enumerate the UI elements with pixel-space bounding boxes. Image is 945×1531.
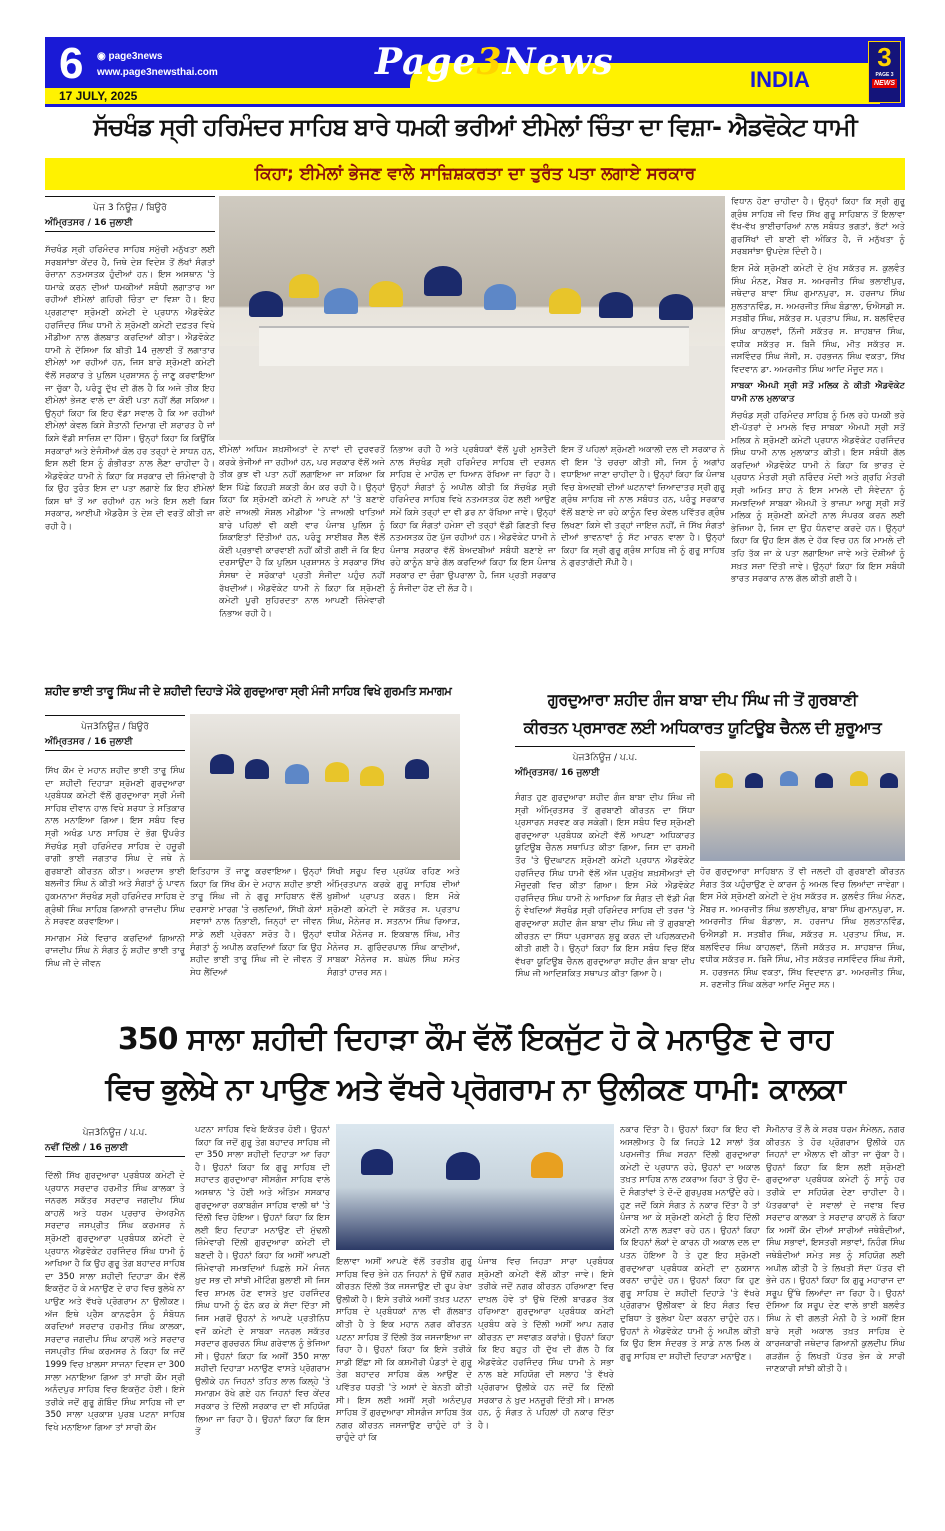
headline-line: 350 ਸਾਲਾ ਸ਼ਹੀਦੀ ਦਿਹਾੜਾ ਕੌਮ ਵੱਲੋਂ ਇਕਜੁੱਟ ਹੋ ਕੇ ਮਨਾਉਣ ਦੇ ਰਾਹ	[117, 1022, 833, 1057]
article-text: ਨਿਭਾਅ ਰਹੀ ਹੈ ਅਤੇ ਪ੍ਰਬੰਧਕਾਂ ਵੱਲੋਂ ਪੂਰੀ ਮੁਸਤੈਦੀ ਨਾਲ ਸੱਚਖੰਡ ਸ੍ਰੀ ਹਰਿਮੰਦਰ ਸਾਹਿਬ ਦੀ ਦਰਸ਼ਨ ਸਾਹਿਬ ਦੇ ਮਾਹੌਲ ਦਾ ਧਿਆਨ ਰੱਖਿਆ ਜਾ ਰਿਹਾ ਹੈ। ਉਨ੍ਹਾਂ ਸੰਗਤਾਂ ਨੂੰ ਅਪੀਲ ਕੀਤੀ ਕਿ ਸੱਚਖੰਡ ਸ੍ਰੀ ਹਰਿਮੰਦਰ ਸਾਹਿਬ ਵਿਖੇ ਨਤਮਸਤਕ ਹੋਣ ਲਈ ਆਉਣ ਸਮੇਂ ਕਿਸੇ ਤਰ੍ਹਾਂ ਦਾ ਵੀ ਡਰ ਨਾ ਰੱਖਿਆ ਜਾਵੇ। ਉਨ੍ਹਾਂ ਕਿਹਾ ਕਿ ਸੰਗਤਾਂ ਹਮੇਸ਼ਾ ਦੀ ਤਰ੍ਹਾਂ ਵੱਡੀ ਗਿਣਤੀ ਵਿਚ ਨਤਮਸਤਕ ਹੋਣ ਪੁੱਜ ਰਹੀਆਂ ਹਨ। ਐਡਵੋਕੇਟ ਧਾਮੀ ਨੇ ਪੰਜਾਬ ਸਰਕਾਰ ਵੱਲੋਂ ਬੇਅਦਬੀਆਂ ਸਬੰਧੀ ਬਣਾਏ ਜਾ ਰਹੇ ਕਾਨੂੰਨ ਬਾਰੇ ਗੱਲ ਕਰਦਿਆਂ ਕਿਹਾ ਕਿ ਇਸ ਪੰਜਾਬ ਸਰਕਾਰ ਦਾ ਚੰਗਾ ਉਪਰਾਲਾ ਹੈ, ਜਿਸ ਪ੍ਰਤੀ ਸਰਕਾਰ ਨੂੰ ਸੰਜੀਦਾ ਹੋਣ ਦੀ ਲੋੜ ਹੈ।	[390, 445, 556, 594]
brand-text-page: Page	[375, 41, 477, 83]
dateline: ਨਵੀਂ ਦਿੱਲੀ / 16 ਜੁਲਾਈ	[45, 1141, 185, 1157]
article-text: ਨਕਾਰ ਦਿੱਤਾ ਹੈ। ਉਹਨਾਂ ਕਿਹਾ ਕਿ ਇਹ ਵੀ ਅਸਲੀਅਤ ਹੈ ਕਿ ਜਿਹੜੇ 12 ਸਾਲਾਂ ਤੱਕ ਪਰਮਜੀਤ ਸਿੰਘ ਸਰਨਾ ਦਿੱਲੀ ਗੁਰਦੁਆਰਾ ਕਮੇਟੀ ਦੇ ਪ੍ਰਧਾਨ ਰਹੇ, ਉਹਨਾਂ ਦਾ ਅਕਾਲ ਤਖ਼ਤ ਸਾਹਿਬ ਨਾਲ ਟਕਰਾਅ ਰਿਹਾ ਤੇ ਉਹ ਦੋ-ਦੋ ਸੰਗਤਾਂਵਾਂ ਤੇ ਦੋ-ਦੋ ਗੁਰਪੁਰਬ ਮਨਾਉਂਦੇ ਰਹੇ। ਹੁਣ ਜਦੋਂ ਕਿਸੇ ਸੰਗਤ ਨੇ ਨਕਾਰ ਦਿੱਤਾ ਹੈ ਤਾਂ ਪੰਜਾਬ ਆ ਕੇ ਸ਼੍ਰੋਮਣੀ ਕਮੇਟੀ ਨੂੰ ਇਹ ਦਿੱਲੀ ਕਮੇਟੀ ਨਾਲ ਲੜਵਾ ਰਹੇ ਹਨ। ਉਹਨਾਂ ਕਿਹਾ ਕਿ ਇਹਨਾਂ ਲੋਕਾਂ ਦੇ ਕਾਰਨ ਹੀ ਅਕਾਲ ਦਲ ਦਾ ਪਤਨ ਹੋਇਆ ਹੈ ਤੇ ਹੁਣ ਇਹ ਸ਼੍ਰੋਮਣੀ ਗੁਰਦੁਆਰਾ ਪ੍ਰਬੰਧਕ ਕਮੇਟੀ ਦਾ ਨੁਕਸਾਨ ਕਰਨਾ ਚਾਹੁੰਦੇ ਹਨ। ਉਹਨਾਂ ਕਿਹਾ ਕਿ ਹੁਣ ਗੁਰੂ ਸਾਹਿਬ ਦੇ ਸ਼ਹੀਦੀ ਦਿਹਾੜੇ 'ਤੇ ਵੱਖਰੇ ਪ੍ਰੋਗਰਾਮ ਉਲੀਕਵਾ ਕੇ ਇਹ ਸੰਗਤ ਵਿਚ ਦੁਬਿਧਾ ਤੇ ਭੁਲੇਖਾ ਪੈਦਾ ਕਰਨਾ ਚਾਹੁੰਦੇ ਹਨ। ਉਹਨਾਂ ਨੇ ਐਡਵੋਕੇਟ ਧਾਮੀ ਨੂੰ ਅਪੀਲ ਕੀਤੀ ਕਿ ਉਹ ਇਸ ਸੰਦਰਭ ਤੇ ਸਾਡੇ ਨਾਲ ਮਿਲ ਕੇ ਗੁਰੂ ਸਾਹਿਬ ਦਾ ਸ਼ਹੀਦੀ ਦਿਹਾੜਾ ਮਨਾਉਣ।	[620, 1125, 760, 1362]
article-text: ਇਤਿਹਾਸ ਤੋਂ ਜਾਣੂ ਕਰਵਾਇਆ। ਉਨ੍ਹਾਂ ਕਿਹਾ ਕਿ ਸਿੱਖ ਕੌਮ ਦੇ ਮਹਾਨ ਸ਼ਹੀਦ ਭਾਈ ਤਾਰੂ ਸਿੰਘ ਜੀ ਨੇ ਗੁਰੂ ਸਾਹਿਬਾਨ ਵੱਲੋਂ ਦਰਸਾਏ ਮਾਰਗ 'ਤੇ ਚਲਦਿਆਂ, ਸਿੱਖੀ ਕੇਸਾਂ ਸਵਾਸਾਂ ਨਾਲ ਨਿਭਾਈ, ਜਿਨ੍ਹਾਂ ਦਾ ਜੀਵਨ ਸਾਡੇ ਲਈ ਪ੍ਰੇਰਨਾ ਸਰੋਤ ਹੈ। ਉਨ੍ਹਾਂ ਸੰਗਤਾਂ ਨੂੰ ਅਪੀਲ ਕਰਦਿਆਂ ਕਿਹਾ ਕਿ ਉਹ ਸ਼ਹੀਦ ਭਾਈ ਤਾਰੂ ਸਿੰਘ ਜੀ ਦੇ ਜੀਵਨ ਤੋਂ ਸੇਧ ਲੈਂਦਿਆਂ	[190, 867, 322, 978]
lead-headline: ਸੱਚਖੰਡ ਸ੍ਰੀ ਹਰਿਮੰਦਰ ਸਾਹਿਬ ਬਾਰੇ ਧਮਕੀ ਭਰੀਆਂ ਈਮੇਲਾਂ ਚਿੰਤਾ ਦਾ ਵਿਸ਼ਾ- ਐਡਵੋਕੇਟ ਧਾਮੀ	[93, 113, 857, 141]
story4-press-conference-photo	[336, 1124, 614, 1250]
social-links	[97, 49, 218, 81]
edition-label: INDIA	[750, 67, 810, 92]
article-text: ਵਿਧਾਨ ਹੋਣਾ ਚਾਹੀਦਾ ਹੈ। ਉਨ੍ਹਾਂ ਕਿਹਾ ਕਿ ਸ੍ਰੀ ਗੁਰੂ ਗ੍ਰੰਥ ਸਾਹਿਬ ਜੀ ਵਿਚ ਸਿੱਖ ਗੁਰੂ ਸਾਹਿਬਾਨ ਤੋਂ ਇਲਾਵਾ ਵੱਖ-ਵੱਖ ਭਾਈਚਾਰਿਆਂ ਨਾਲ ਸਬੰਧਤ ਭਗਤਾਂ, ਭੱਟਾਂ ਅਤੇ ਗੁਰਸਿੱਖਾਂ ਦੀ ਬਾਣੀ ਵੀ ਅੰਕਿਤ ਹੈ, ਜੋ ਮਨੁੱਖਤਾ ਨੂੰ ਸਰਬਸਾਂਝਾ ਉਪਦੇਸ਼ ਦਿੰਦੀ ਹੈ।	[731, 197, 905, 258]
story2-col-3	[327, 866, 460, 1000]
story3-youtube-launch-photo	[700, 751, 905, 861]
story4-headline	[45, 1015, 905, 1115]
story4-col-6	[766, 1124, 905, 1522]
logo-news-tag: NEWS	[874, 80, 895, 87]
globe-icon: ◉	[97, 51, 109, 62]
social-handle[interactable]: page3news	[108, 51, 163, 62]
story4-col-1	[45, 1170, 185, 1522]
masthead-logo	[375, 41, 614, 83]
story2-col-2	[190, 866, 322, 1000]
page-number: 6	[59, 39, 84, 88]
story2-byline	[45, 715, 185, 751]
lead-article-col-2	[219, 444, 385, 680]
story2-headline: ਸ਼ਹੀਦ ਭਾਈ ਤਾਰੂ ਸਿੰਘ ਜੀ ਦੇ ਸ਼ਹੀਦੀ ਦਿਹਾੜੇ ਮੌਕੇ ਗੁਰਦੁਆਰਾ ਸ੍ਰੀ ਮੰਜੀ ਸਾਹਿਬ ਵਿਖੇ ਗੁਰਮਤਿ ਸਮਾਗਮ	[45, 684, 452, 698]
lead-article-col-3	[390, 444, 556, 680]
story4-col-5	[620, 1124, 760, 1522]
news-source: ਪੇਜ3ਨਿਊਜ਼ / ਪ.ਪ.	[572, 753, 638, 763]
story3-col-2	[700, 866, 905, 1000]
headline-line: ਗੁਰਦੁਆਰਾ ਸ਼ਹੀਦ ਗੰਜ ਬਾਬਾ ਦੀਪ ਸਿੰਘ ਜੀ ਤੋਂ ਗੁਰਬਾਣੀ	[547, 690, 858, 709]
article-text: ਸੰਗਤ ਹੁਣ ਗੁਰਦੁਆਰਾ ਸ਼ਹੀਦ ਗੰਜ ਬਾਬਾ ਦੀਪ ਸਿੰਘ ਜੀ ਸ੍ਰੀ ਅੰਮ੍ਰਿਤਸਰ ਤੋਂ ਗੁਰਬਾਣੀ ਕੀਰਤਨ ਦਾ ਸਿੱਧਾ ਪ੍ਰਸਾਰਨ ਸਰਵਣ ਕਰ ਸਕੇਗੀ। ਇਸ ਸਬੰਧ ਵਿਚ ਸ਼੍ਰੋਮਣੀ ਗੁਰਦੁਆਰਾ ਪ੍ਰਬੰਧਕ ਕਮੇਟੀ ਵੱਲੋਂ ਆਪਣਾ ਅਧਿਕਾਰਤ ਯੂਟਿਊਬ ਚੈਨਲ ਸਥਾਪਿਤ ਕੀਤਾ ਗਿਆ, ਜਿਸ ਦਾ ਰਸਮੀ ਤੌਰ 'ਤੇ ਉਦਘਾਟਨ ਸ਼੍ਰੋਮਣੀ ਕਮੇਟੀ ਪ੍ਰਧਾਨ ਐਡਵੋਕੇਟ ਹਰਜਿੰਦਰ ਸਿੰਘ ਧਾਮੀ ਵੱਲੋਂ ਅੱਜ ਪ੍ਰਮੁੱਖ ਸ਼ਖ਼ਸੀਅਤਾਂ ਦੀ ਮੌਜੂਦਗੀ ਵਿਚ ਕੀਤਾ ਗਿਆ। ਇਸ ਮੌਕੇ ਐਡਵੋਕੇਟ ਹਰਜਿੰਦਰ ਸਿੰਘ ਧਾਮੀ ਨੇ ਆਖਿਆ ਕਿ ਸੰਗਤ ਦੀ ਵੱਡੀ ਮੰਗ ਨੂੰ ਵੇਖਦਿਆਂ ਸੱਚਖੰਡ ਸ੍ਰੀ ਹਰਿਮੰਦਰ ਸਾਹਿਬ ਦੀ ਤਰਜ਼ 'ਤੇ ਗੁਰਦੁਆਰਾ ਸ਼ਹੀਦ ਗੰਜ ਬਾਬਾ ਦੀਪ ਸਿੰਘ ਜੀ ਤੋਂ ਗੁਰਬਾਣੀ ਕੀਰਤਨ ਦਾ ਸਿੱਧਾ ਪ੍ਰਸਾਰਨ ਸ਼ੁਰੂ ਕਰਨ ਦੀ ਪਹਿਲਕਦਮੀ ਕੀਤੀ ਗਈ ਹੈ। ਉਨ੍ਹਾਂ ਕਿਹਾ ਕਿ ਇਸ ਸਬੰਧ ਵਿਚ ਇੱਕ ਵੱਖਰਾ ਯੂਟਿਊਬ ਚੈਨਲ ਗੁਰਦੁਆਰਾ ਸ਼ਹੀਦ ਗੰਜ ਬਾਬਾ ਦੀਪ ਸਿੰਘ ਜੀ ਆਦਿਸ਼ਕਿਤ ਸਥਾਪਤ ਕੀਤਾ ਗਿਆ ਹੈ।	[515, 793, 695, 980]
story4-col-3	[336, 1256, 472, 1522]
lead-press-conference-photo	[219, 196, 725, 440]
dateline: ਅੰਮ੍ਰਿਤਸਰ / 16 ਜੁਲਾਈ	[45, 735, 185, 751]
headline-line: ਵਿਚ ਭੁਲੇਖੇ ਨਾ ਪਾਉਣ ਅਤੇ ਵੱਖਰੇ ਪ੍ਰੋਗਰਾਮ ਨਾ ਉਲੀਕਣ ਧਾਮੀ: ਕਾਲਕਾ	[105, 1072, 845, 1107]
brand-text-3: 3	[476, 41, 503, 83]
issue-date: 17 JULY, 2025	[59, 89, 138, 103]
article-text: ਸਿੱਖੀ ਸਰੂਪ ਵਿਚ ਪ੍ਰਪੱਕ ਰਹਿਣ ਅਤੇ ਅੰਮ੍ਰਿਤਪਾਨ ਕਰਕੇ ਗੁਰੂ ਸਾਹਿਬ ਦੀਆਂ ਖੁਸ਼ੀਆਂ ਪ੍ਰਾਪਤ ਕਰਨ। ਇਸ ਮੌਕੇ ਸ਼੍ਰੋਮਣੀ ਕਮੇਟੀ ਦੇ ਸਕੱਤਰ ਸ. ਪ੍ਰਤਾਪ ਸਿੰਘ, ਮੈਨੇਜਰ ਸ. ਸਤਨਾਮ ਸਿੰਘ ਰਿਆੜ, ਵਧੀਕ ਮੈਨੇਜਰ ਸ. ਇਕਬਾਲ ਸਿੰਘ, ਮੀਤ ਮੈਨੇਜਰ ਸ. ਗੁਰਿੰਦਰਪਾਲ ਸਿੰਘ ਕਾਦੀਆਂ, ਸਾਬਕਾ ਮੈਨੇਜਰ ਸ. ਬਘੇਲ ਸਿੰਘ ਸਮੇਤ ਸੰਗਤਾਂ ਹਾਜ਼ਰ ਸਨ।	[327, 867, 460, 978]
article-text: ਸਮਾਗਮ ਮੌਕੇ ਵਿਚਾਰ ਕਰਦਿਆਂ ਗਿਆਨੀ ਰਾਜਦੀਪ ਸਿੰਘ ਨੇ ਸੰਗਤ ਨੂੰ ਸ਼ਹੀਦ ਭਾਈ ਤਾਰੂ ਸਿੰਘ ਜੀ ਦੇ ਜੀਵਨ	[45, 933, 185, 969]
story2-col-1	[45, 765, 185, 1000]
brand-text-news: News	[502, 41, 614, 83]
article-text: ਦਿੱਲੀ ਸਿੱਖ ਗੁਰਦੁਆਰਾ ਪ੍ਰਬੰਧਕ ਕਮੇਟੀ ਦੇ ਪ੍ਰਧਾਨ ਸਰਦਾਰ ਹਰਮੀਤ ਸਿੰਘ ਕਾਲਕਾ ਤੇ ਜਨਰਲ ਸਕੱਤਰ ਸਰਦਾਰ ਜਗਦੀਪ ਸਿੰਘ ਕਾਹਲੋਂ ਅਤੇ ਧਰਮ ਪ੍ਰਚਾਰ ਚੇਅਰਮੈਨ ਸਰਦਾਰ ਜਸਪ੍ਰੀਤ ਸਿੰਘ ਕਰਮਸਰ ਨੇ ਸ਼੍ਰੋਮਣੀ ਗੁਰਦੁਆਰਾ ਪ੍ਰਬੰਧਕ ਕਮੇਟੀ ਦੇ ਪ੍ਰਧਾਨ ਐਡਵੋਕੇਟ ਹਰਜਿੰਦਰ ਸਿੰਘ ਧਾਮੀ ਨੂੰ ਆਖਿਆ ਹੈ ਕਿ ਉਹ ਗੁਰੂ ਤੇਗ ਬਹਾਦਰ ਸਾਹਿਬ ਦਾ 350 ਸਾਲਾ ਸ਼ਹੀਦੀ ਦਿਹਾੜਾ ਕੌਮ ਵੱਲੋਂ ਇਕਜੁੱਟ ਹੋ ਕੇ ਮਨਾਉਣ ਦੇ ਰਾਹ ਵਿਚ ਭੁਲੇਖੇ ਨਾ ਪਾਉਣ ਅਤੇ ਵੱਖਰੇ ਪ੍ਰੋਗਰਾਮ ਨਾ ਉਲੀਕਣ। ਅੱਜ ਇਥੇ ਪ੍ਰੈਸ ਕਾਨਫਰੰਸ ਨੂੰ ਸੰਬੋਧਨ ਕਰਦਿਆਂ ਸਰਦਾਰ ਹਰਮੀਤ ਸਿੰਘ ਕਾਲਕਾ, ਸਰਦਾਰ ਜਗਦੀਪ ਸਿੰਘ ਕਾਹਲੋਂ ਅਤੇ ਸਰਦਾਰ ਜਸਪ੍ਰੀਤ ਸਿੰਘ ਕਰਮਸਰ ਨੇ ਕਿਹਾ ਕਿ ਜਦੋਂ 1999 ਵਿਚ ਖ਼ਾਲਸਾ ਸਾਜਨਾ ਦਿਵਸ ਦਾ 300 ਸਾਲਾ ਮਨਾਇਆ ਗਿਆ ਤਾਂ ਸਾਰੀ ਕੌਮ ਸ੍ਰੀ ਅਨੰਦਪੁਰ ਸਾਹਿਬ ਵਿਚ ਇਕਜੁੱਟ ਹੋਈ। ਇਸੇ ਤਰੀਕੇ ਜਦੋਂ ਗੁਰੂ ਗੋਬਿੰਦ ਸਿੰਘ ਸਾਹਿਬ ਜੀ ਦਾ 350 ਸਾਲਾ ਪ੍ਰਕਾਸ਼ ਪੁਰਬ ਪਟਨਾ ਸਾਹਿਬ ਵਿਖੇ ਮਨਾਇਆ ਗਿਆ ਤਾਂ ਸਾਰੀ ਕੌਮ	[45, 1171, 185, 1433]
news-source: ਪੇਜ3ਨਿਊਜ਼ / ਪ.ਪ.	[82, 1128, 148, 1138]
story4-col-4	[478, 1256, 614, 1522]
story3-headline	[500, 686, 905, 742]
lead-article-col-4	[561, 444, 725, 680]
article-text: ਈਮੇਲਾਂ ਅਧਿਮ ਸ਼ਖ਼ਸੀਅਤਾਂ ਦੇ ਨਾਵਾਂ ਦੀ ਦੁਰਵਰਤੋਂ ਕਰਕੇ ਭੇਜੀਆਂ ਜਾ ਰਹੀਆਂ ਹਨ, ਪਰ ਸਰਕਾਰ ਵੱਲੋਂ ਅਜੇ ਤੀਕ ਕੁਝ ਵੀ ਪਤਾ ਨਹੀਂ ਲਗਾਇਆ ਜਾ ਸਕਿਆ ਕਿ ਇਸ ਪਿੱਛੇ ਕਿਹੜੀ ਸ਼ਕਤੀ ਕੰਮ ਕਰ ਰਹੀ ਹੈ। ਉਨ੍ਹਾਂ ਕਿਹਾ ਕਿ ਸ਼੍ਰੋਮਣੀ ਕਮੇਟੀ ਨੇ ਆਪਣੇ ਨਾਂ 'ਤੇ ਬਣਾਏ ਗਏ ਜਾਅਲੀ ਸੋਸ਼ਲ ਮੀਡੀਆ 'ਤੇ ਜਾਅਲੀ ਖਾਤਿਆਂ ਬਾਰੇ ਪਹਿਲਾਂ ਵੀ ਕਈ ਵਾਰ ਪੰਜਾਬ ਪੁਲਿਸ ਨੂੰ ਸ਼ਿਕਾਇਤਾਂ ਦਿੱਤੀਆਂ ਹਨ, ਪਰੰਤੂ ਸਾਈਬਰ ਸੈੱਲ ਵੱਲੋਂ ਕੋਈ ਪ੍ਰਭਾਵੀ ਕਾਰਵਾਈ ਨਹੀਂ ਕੀਤੀ ਗਈ ਜੋ ਕਿ ਇਹ ਦਰਸਾਉਂਦਾ ਹੈ ਕਿ ਪੁਲਿਸ ਪ੍ਰਸ਼ਾਸਨ ਤੇ ਸਰਕਾਰ ਸਿੱਖ ਸੰਸਥਾ ਦੇ ਸਰੋਕਾਰਾਂ ਪ੍ਰਤੀ ਸੰਜੀਦਾ ਪਹੁੰਚ ਨਹੀਂ ਰੱਖਦੀਆਂ। ਐਡਵੋਕੇਟ ਧਾਮੀ ਨੇ ਕਿਹਾ ਕਿ ਸ਼੍ਰੋਮਣੀ ਕਮੇਟੀ ਪੂਰੀ ਸੁਹਿਰਦਤਾ ਨਾਲ ਆਪਣੀ ਜ਼ਿੰਮੇਵਾਰੀ ਨਿਭਾਅ ਰਹੀ ਹੈ।	[219, 445, 385, 619]
lead-article-col-1	[45, 244, 215, 680]
dateline: ਅੰਮ੍ਰਿਤਸਰ/ 16 ਜੁਲਾਈ	[515, 768, 600, 778]
news-source: ਪੇਜ3ਨਿਊਜ਼ / ਬਿਊਰੋ	[81, 722, 149, 732]
lead-article-col-5	[731, 196, 905, 680]
page3-logo-badge	[868, 41, 901, 103]
logo-number: 3	[877, 42, 892, 72]
sub-heading: ਸਾਬਕਾ ਐਮਪੀ ਸ੍ਰੀ ਸਤੋਂ ਮਲਿਕ ਨੇ ਕੀਤੀ ਐਡਵੋਕੇਟ ਧਾਮੀ ਨਾਲ ਮੁਲਾਕਾਤ	[731, 381, 905, 404]
lead-subheadline: ਕਿਹਾ; ਈਮੇਲਾਂ ਭੇਜਣ ਵਾਲੇ ਸਾਜ਼ਿਸ਼ਕਰਤਾ ਦਾ ਤੁਰੰਤ ਪਤਾ ਲਗਾਏ ਸਰਕਾਰ	[45, 158, 905, 190]
headline-line: ਕੀਰਤਨ ਪ੍ਰਸਾਰਣ ਲਈ ਅਧਿਕਾਰਤ ਯੂਟਿਊਬ ਚੈਨਲ ਦੀ ਸ਼ੁਰੂਆਤ	[523, 718, 882, 737]
website-link[interactable]: www.page3newsthai.com	[97, 67, 218, 78]
article-text: ਸੱਚਖੰਡ ਸ੍ਰੀ ਹਰਿਮੰਦਰ ਸਾਹਿਬ ਨੂੰ ਮਿਲ ਰਹੇ ਧਮਕੀ ਭਰੇ ਈ-ਪੱਤਰਾਂ ਦੇ ਮਾਮਲੇ ਵਿਚ ਸਾਬਕਾ ਐਮਪੀ ਸ੍ਰੀ ਸਤੋਂ ਮਲਿਕ ਨੇ ਸ਼੍ਰੋਮਣੀ ਕਮੇਟੀ ਪ੍ਰਧਾਨ ਐਡਵੋਕੇਟ ਹਰਜਿੰਦਰ ਸਿੰਘ ਧਾਮੀ ਨਾਲ ਮੁਲਾਕਾਤ ਕੀਤੀ। ਇਸ ਸਬੰਧੀ ਗੱਲ ਕਰਦਿਆਂ ਐਡਵੋਕੇਟ ਧਾਮੀ ਨੇ ਕਿਹਾ ਕਿ ਭਾਰਤ ਦੇ ਪ੍ਰਧਾਨ ਮੰਤਰੀ ਸ੍ਰੀ ਨਰਿੰਦਰ ਮੋਦੀ ਅਤੇ ਗ੍ਰਹਿ ਮੰਤਰੀ ਸ੍ਰੀ ਅਮਿਤ ਸ਼ਾਹ ਨੇ ਇਸ ਮਾਮਲੇ ਦੀ ਸੰਵੇਦਨਾ ਨੂੰ ਸਮਝਦਿਆਂ ਸਾਬਕਾ ਐਮਪੀ ਤੇ ਭਾਜਪਾ ਆਗੂ ਸ੍ਰੀ ਸਤੋਂ ਮਲਿਕ ਨੂੰ ਸ਼੍ਰੋਮਣੀ ਕਮੇਟੀ ਨਾਲ ਸੰਪਰਕ ਕਰਨ ਲਈ ਭੇਜਿਆ ਹੈ, ਜਿਸ ਦਾ ਉਹ ਧੰਨਵਾਦ ਕਰਦੇ ਹਨ। ਉਨ੍ਹਾਂ ਕਿਹਾ ਕਿ ਉਹ ਇਸ ਗੱਲ ਦੇ ਹੱਕ ਵਿਚ ਹਨ ਕਿ ਮਾਮਲੇ ਦੀ ਤਹਿ ਤੱਕ ਜਾ ਕੇ ਪਤਾ ਲਗਾਇਆ ਜਾਵੇ ਅਤੇ ਦੋਸ਼ੀਆਂ ਨੂੰ ਸਖ਼ਤ ਸਜ਼ਾ ਦਿੱਤੀ ਜਾਵੇ। ਉਨ੍ਹਾਂ ਕਿਹਾ ਕਿ ਇਸ ਸਬੰਧੀ ਭਾਰਤ ਸਰਕਾਰ ਨਾਲ ਗੱਲ ਕੀਤੀ ਗਈ ਹੈ।	[731, 410, 905, 585]
story3-byline	[515, 746, 695, 781]
article-text: ਇਸ ਮੌਕੇ ਸ਼੍ਰੋਮਣੀ ਕਮੇਟੀ ਦੇ ਮੁੱਖ ਸਕੱਤਰ ਸ. ਕੁਲਵੰਤ ਸਿੰਘ ਮੰਨਣ, ਮੈਂਬਰ ਸ. ਅਮਰਜੀਤ ਸਿੰਘ ਭਲਾਈਪੁਰ, ਜਥੇਦਾਰ ਬਾਵਾ ਸਿੰਘ ਗੁਮਾਨਪੁਰਾ, ਸ. ਹਰਜਾਪ ਸਿੰਘ ਸੁਲਤਾਨਵਿੰਡ, ਸ. ਅਮਰਜੀਤ ਸਿੰਘ ਬੰਡਾਲਾ, ਓਐਸਡੀ ਸ. ਸਤਬੀਰ ਸਿੰਘ, ਸਕੱਤਰ ਸ. ਪ੍ਰਤਾਪ ਸਿੰਘ, ਸ. ਬਲਵਿੰਦਰ ਸਿੰਘ ਕਾਹਲਵਾਂ, ਨਿੱਜੀ ਸਕੱਤਰ ਸ. ਸ਼ਾਹਬਾਜ਼ ਸਿੰਘ, ਵਧੀਕ ਸਕੱਤਰ ਸ. ਬਿਜੈ ਸਿੰਘ, ਮੀਤ ਸਕੱਤਰ ਸ. ਜਸਵਿੰਦਰ ਸਿੰਘ ਜੱਸੀ, ਸ. ਹਰਭਜਨ ਸਿੰਘ ਵਕਤਾ, ਸਿੱਖ ਵਿਦਵਾਨ ਡਾ. ਅਮਰਜੀਤ ਸਿੰਘ ਆਦਿ ਮੌਜੂਦ ਸਨ।	[731, 263, 905, 375]
article-text: ਸਿੱਖ ਕੌਮ ਦੇ ਮਹਾਨ ਸ਼ਹੀਦ ਭਾਈ ਤਾਰੂ ਸਿੰਘ ਦਾ ਸ਼ਹੀਦੀ ਦਿਹਾੜਾ ਸ਼੍ਰੋਮਣੀ ਗੁਰਦੁਆਰਾ ਪ੍ਰਬੰਧਕ ਕਮੇਟੀ ਵੱਲੋਂ ਗੁਰਦੁਆਰਾ ਸ੍ਰੀ ਮੰਜੀ ਸਾਹਿਬ ਦੀਵਾਨ ਹਾਲ ਵਿਖੇ ਸ਼ਰਧਾ ਤੇ ਸਤਿਕਾਰ ਨਾਲ ਮਨਾਇਆ ਗਿਆ। ਇਸ ਸਬੰਧ ਵਿਚ ਸ੍ਰੀ ਅਖੰਡ ਪਾਠ ਸਾਹਿਬ ਦੇ ਭੋਗ ਉਪਰੰਤ ਸੱਚਖੰਡ ਸ੍ਰੀ ਹਰਿਮੰਦਰ ਸਾਹਿਬ ਦੇ ਹਜ਼ੂਰੀ ਰਾਗੀ ਭਾਈ ਜਗਤਾਰ ਸਿੰਘ ਦੇ ਜਥੇ ਨੇ ਗੁਰਬਾਣੀ ਕੀਰਤਨ ਕੀਤਾ। ਅਰਦਾਸ ਭਾਈ ਬਲਜੀਤ ਸਿੰਘ ਨੇ ਕੀਤੀ ਅਤੇ ਸੰਗਤਾਂ ਨੂੰ ਪਾਵਨ ਹੁਕਮਨਾਮਾ ਸੱਚਖੰਡ ਸ੍ਰੀ ਹਰਿਮੰਦਰ ਸਾਹਿਬ ਦੇ ਗ੍ਰੰਥੀ ਸਿੰਘ ਸਾਹਿਬ ਗਿਆਨੀ ਰਾਜਦੀਪ ਸਿੰਘ ਨੇ ਸਰਵਣ ਕਰਵਾਇਆ।	[45, 766, 185, 928]
article-text: ਇਸ ਤੋਂ ਪਹਿਲਾਂ ਸ਼੍ਰੋਮਣੀ ਅਕਾਲੀ ਦਲ ਦੀ ਸਰਕਾਰ ਨੇ ਵੀ ਇਸ 'ਤੇ ਚਰਚਾ ਕੀਤੀ ਸੀ, ਜਿਸ ਨੂੰ ਅਗਾਂਹ ਵਧਾਇਆ ਜਾਣਾ ਚਾਹੀਦਾ ਹੈ। ਉਨ੍ਹਾਂ ਕਿਹਾ ਕਿ ਪੰਜਾਬ ਵਿਚ ਬੇਅਦਬੀ ਦੀਆਂ ਘਟਨਾਵਾਂ ਜ਼ਿਆਦਾਤਰ ਸ੍ਰੀ ਗੁਰੂ ਗ੍ਰੰਥ ਸਾਹਿਬ ਜੀ ਨਾਲ ਸਬੰਧਤ ਹਨ, ਪਰੰਤੂ ਸਰਕਾਰ ਵੱਲੋਂ ਬਣਾਏ ਜਾ ਰਹੇ ਕਾਨੂੰਨ ਵਿਚ ਕੇਵਲ ਪਵਿੱਤਰ ਗ੍ਰੰਥ ਲਿਖਣਾ ਕਿਸੇ ਵੀ ਤਰ੍ਹਾਂ ਜਾਇਜ਼ ਨਹੀਂ, ਜੋ ਸਿੱਖ ਸੰਗਤਾਂ ਦੀਆਂ ਭਾਵਨਾਵਾਂ ਨੂੰ ਸੱਟ ਮਾਰਨ ਵਾਲਾ ਹੈ। ਉਨ੍ਹਾਂ ਕਿਹਾ ਕਿ ਸ੍ਰੀ ਗੁਰੂ ਗ੍ਰੰਥ ਸਾਹਿਬ ਜੀ ਨੂੰ ਗੁਰੂ ਸਾਹਿਬ ਨੇ ਗੁਰਤਾਗੱਦੀ ਸੌਂਪੀ ਹੈ।	[561, 445, 725, 569]
article-text: ਪਟਨਾ ਸਾਹਿਬ ਵਿਖੇ ਇਕੱਤਰ ਹੋਈ। ਉਹਨਾਂ ਕਿਹਾ ਕਿ ਜਦੋਂ ਗੁਰੂ ਤੇਗ ਬਹਾਦਰ ਸਾਹਿਬ ਜੀ ਦਾ 350 ਸਾਲਾ ਸ਼ਹੀਦੀ ਦਿਹਾੜਾ ਆ ਰਿਹਾ ਹੈ। ਉਹਨਾਂ ਕਿਹਾ ਕਿ ਗੁਰੂ ਸਾਹਿਬ ਦੀ ਸ਼ਹਾਦਤ ਗੁਰਦੁਆਰਾ ਸੀਸਗੰਜ ਸਾਹਿਬ ਵਾਲੇ ਅਸਥਾਨ 'ਤੇ ਹੋਈ ਅਤੇ ਅੰਤਿਮ ਸਸਕਾਰ ਗੁਰਦੁਆਰਾ ਰਕਾਬਗੰਜ ਸਾਹਿਬ ਵਾਲੀ ਥਾਂ 'ਤੇ ਦਿੱਲੀ ਵਿਚ ਹੋਇਆ। ਉਹਨਾਂ ਕਿਹਾ ਕਿ ਇਸ ਲਈ ਇਹ ਦਿਹਾੜਾ ਮਨਾਉਣ ਦੀ ਮੁੱਢਲੀ ਜ਼ਿੰਮੇਵਾਰੀ ਦਿੱਲੀ ਗੁਰਦੁਆਰਾ ਕਮੇਟੀ ਦੀ ਬਣਦੀ ਹੈ। ਉਹਨਾਂ ਕਿਹਾ ਕਿ ਅਸੀਂ ਆਪਣੀ ਜ਼ਿੰਮੇਵਾਰੀ ਸਮਝਦਿਆਂ ਪਿਛਲੇ ਸਮੇਂ ਮੰਜਨ ਖ਼ੁਦ ਸਭ ਦੀ ਸਾਂਝੀ ਮੀਟਿੰਗ ਬੁਲਾਈ ਸੀ ਜਿਸ ਵਿਚ ਸ਼ਾਮਲ ਹੋਣ ਵਾਸਤੇ ਖ਼ੁਦ ਹਰਜਿੰਦਰ ਸਿੰਘ ਧਾਮੀ ਨੂੰ ਫੋਨ ਕਰ ਕੇ ਸੱਦਾ ਦਿੱਤਾ ਸੀ ਜਿਸ ਮਗਰੋਂ ਉਹਨਾਂ ਨੇ ਆਪਣੇ ਪ੍ਰਤੀਨਿਧ ਵਜੋਂ ਕਮੇਟੀ ਦੇ ਸਾਬਕਾ ਜਨਰਲ ਸਕੱਤਰ ਸਰਦਾਰ ਗੁਰਚਰਨ ਸਿੰਘ ਗਰੇਵਾਲ ਨੂੰ ਭੇਜਿਆ ਸੀ। ਉਹਨਾਂ ਕਿਹਾ ਕਿ ਅਸੀਂ 350 ਸਾਲਾ ਸ਼ਹੀਦੀ ਦਿਹਾੜਾ ਮਨਾਉਣ ਵਾਸਤੇ ਪ੍ਰੋਗਰਾਮ ਉਲੀਕੇ ਹਨ ਜਿਹਨਾਂ ਤਹਿਤ ਲਾਲ ਕਿਲ੍ਹੇ 'ਤੇ ਸਮਾਗਮ ਰੱਖੇ ਗਏ ਹਨ ਜਿਹਨਾਂ ਵਿਚ ਕੇਂਦਰ ਸਰਕਾਰ ਤੇ ਦਿੱਲੀ ਸਰਕਾਰ ਦਾ ਵੀ ਸਹਿਯੋਗ ਲਿਆ ਜਾ ਰਿਹਾ ਹੈ। ਉਹਨਾਂ ਕਿਹਾ ਕਿ ਇਸ ਤੋਂ	[195, 1125, 330, 1438]
article-text: ਹੋਰ ਗੁਰਦੁਆਰਾ ਸਾਹਿਬਾਨ ਤੋਂ ਵੀ ਜਲਦੀ ਹੀ ਗੁਰਬਾਣੀ ਕੀਰਤਨ ਸੰਗਤ ਤੱਕ ਪਹੁੰਚਾਉਣ ਦੇ ਕਾਰਜ ਨੂੰ ਅਮਲ ਵਿਚ ਲਿਆਂਦਾ ਜਾਵੇਗਾ। ਇਸ ਮੌਕੇ ਸ਼੍ਰੋਮਣੀ ਕਮੇਟੀ ਦੇ ਮੁੱਖ ਸਕੱਤਰ ਸ. ਕੁਲਵੰਤ ਸਿੰਘ ਮੰਨਣ, ਮੈਂਬਰ ਸ. ਅਮਰਜੀਤ ਸਿੰਘ ਭਲਾਈਪੁਰ, ਬਾਬਾ ਸਿੰਘ ਗੁਮਾਨਪੁਰਾ, ਸ. ਅਮਰਜੀਤ ਸਿੰਘ ਬੰਡਾਲਾ, ਸ. ਹਰਜਾਪ ਸਿੰਘ ਸੁਲਤਾਨਵਿੰਡ, ਓਐਸਡੀ ਸ. ਸਤਬੀਰ ਸਿੰਘ, ਸਕੱਤਰ ਸ. ਪ੍ਰਤਾਪ ਸਿੰਘ, ਸ. ਬਲਵਿੰਦਰ ਸਿੰਘ ਕਾਹਲਵਾਂ, ਨਿੱਜੀ ਸਕੱਤਰ ਸ. ਸ਼ਾਹਬਾਜ਼ ਸਿੰਘ, ਵਧੀਕ ਸਕੱਤਰ ਸ. ਬਿਜੈ ਸਿੰਘ, ਮੀਤ ਸਕੱਤਰ ਜਸਵਿੰਦਰ ਸਿੰਘ ਜੱਸੀ, ਸ. ਹਰਭਜਨ ਸਿੰਘ ਵਕਤਾ, ਸਿੱਖ ਵਿਦਵਾਨ ਡਾ. ਅਮਰਜੀਤ ਸਿੰਘ, ਸ. ਰਣਜੀਤ ਸਿੰਘ ਕਲੇਰਾ ਆਦਿ ਮੌਜੂਦ ਸਨ।	[700, 867, 905, 991]
article-text: ਸੈਮੀਨਾਰ ਤੋਂ ਲੈ ਕੇ ਸਰਬ ਧਰਮ ਸੰਮੇਲਨ, ਨਗਰ ਕੀਰਤਨ ਤੇ ਹੋਰ ਪ੍ਰੋਗਰਾਮ ਉਲੀਕੇ ਹਨ ਜਿਹਨਾਂ ਦਾ ਐਲਾਨ ਵੀ ਕੀਤਾ ਜਾ ਚੁੱਕਾ ਹੈ। ਉਹਨਾਂ ਕਿਹਾ ਕਿ ਇਸ ਲਈ ਸ਼੍ਰੋਮਣੀ ਗੁਰਦੁਆਰਾ ਪ੍ਰਬੰਧਕ ਕਮੇਟੀ ਨੂੰ ਸਾਨੂੰ ਹਰ ਤਰੀਕੇ ਦਾ ਸਹਿਯੋਗ ਦੇਣਾ ਚਾਹੀਦਾ ਹੈ। ਪੱਤਰਕਾਰਾਂ ਦੇ ਸਵਾਲਾਂ ਦੇ ਜਵਾਬ ਵਿਚ ਸਰਦਾਰ ਕਾਲਕਾ ਤੇ ਸਰਦਾਰ ਕਾਹਲੋਂ ਨੇ ਕਿਹਾ ਕਿ ਅਸੀਂ ਕੌਮ ਦੀਆਂ ਸਾਰੀਆਂ ਜਥੇਬੰਦੀਆਂ, ਸਿੰਘ ਸਭਾਵਾਂ, ਇਸਤਰੀ ਸਭਾਵਾਂ, ਨਿਹੰਗ ਸਿੰਘ ਜਥੇਬੰਦੀਆਂ ਸਮੇਤ ਸਭ ਨੂੰ ਸਹਿਯੋਗ ਲਈ ਅਪੀਲ ਕੀਤੀ ਹੈ ਤੇ ਲਿਖਤੀ ਸੱਦਾ ਪੱਤਰ ਵੀ ਭੇਜੇ ਹਨ। ਉਹਨਾਂ ਕਿਹਾ ਕਿ ਗੁਰੂ ਮਹਾਰਾਜ ਦਾ ਸਰੂਪ ਉੱਥੇ ਲਿਆਂਦਾ ਜਾ ਰਿਹਾ ਹੈ। ਉਹਨਾਂ ਦੱਸਿਆ ਕਿ ਸਰੂਪ ਦੇਣ ਵਾਲੇ ਭਾਈ ਬਲਵੰਤ ਸਿੰਘ ਨੇ ਵੀ ਗਲਤੀ ਮੰਨੀ ਹੈ ਤੇ ਅਸੀਂ ਇਸ ਬਾਰੇ ਸ੍ਰੀ ਅਕਾਲ ਤਖ਼ਤ ਸਾਹਿਬ ਦੇ ਕਾਰਜਕਾਰੀ ਜਥੇਦਾਰ ਗਿਆਨੀ ਕੁਲਦੀਪ ਸਿੰਘ ਗੜਗੱਜ ਨੂੰ ਲਿਖਤੀ ਪੱਤਰ ਭੇਜ ਕੇ ਸਾਰੀ ਜਾਣਕਾਰੀ ਸਾਂਝੀ ਕੀਤੀ ਹੈ।	[766, 1125, 905, 1375]
dateline: ਅੰਮ੍ਰਿਤਸਰ / 16 ਜੁਲਾਈ	[45, 216, 215, 232]
article-text: ਇਲਾਵਾ ਅਸੀਂ ਆਪਣੇ ਵੱਲੋਂ ਤਰਤੀਬ ਗੁਰੂ ਸਾਹਿਬ ਵਿਚ ਭੇਜੇ ਹਨ ਜਿਹਨਾਂ ਨੇ ਉਥੋਂ ਨਗਰ ਕੀਰਤਨ ਦਿੱਲੀ ਤੱਕ ਜਸਜਾਉਣ ਦੀ ਰੂਪ ਰੇਖਾ ਉਲੀਕੀ ਹੈ। ਇਸੇ ਤਰੀਕੇ ਅਸੀਂ ਤਖ਼ਤ ਪਟਨਾ ਸਾਹਿਬ ਦੇ ਪ੍ਰਬੰਧਕਾਂ ਨਾਲ ਵੀ ਗੱਲਬਾਤ ਕੀਤੀ ਹੈ ਤੇ ਇਕ ਮਹਾਨ ਨਗਰ ਕੀਰਤਨ ਪਟਨਾ ਸਾਹਿਬ ਤੋਂ ਦਿੱਲੀ ਤੱਕ ਜਸਜਾਇਆ ਜਾ ਰਿਹਾ ਹੈ। ਉਹਨਾਂ ਕਿਹਾ ਕਿ ਇਸੇ ਤਰੀਕੇ ਸਾਡੀ ਇੱਛਾ ਸੀ ਕਿ ਕਸ਼ਮੀਰੀ ਪੰਡਤਾਂ ਦੇ ਗੁਰੂ ਤੇਗ ਬਹਾਦਰ ਸਾਹਿਬ ਕੋਲ ਆਉਣ ਦੇ ਪਵਿੱਤਰ ਧਰਤੀ 'ਤੇ ਅਸਾਂ ਦੇ ਬੇਨਤੀ ਕੀਤੀ ਸੀ। ਇਸ ਲਈ ਅਸੀਂ ਸ੍ਰੀ ਅਨੰਦਪੁਰ ਸਾਹਿਬ ਤੋਂ ਗੁਰਦੁਆਰਾ ਸੀਸਗੰਜ ਸਾਹਿਬ ਤੱਕ ਨਗਰ ਕੀਰਤਨ ਜਸਜਾਉਣ ਚਾਹੁੰਦੇ ਹਾਂ ਤੇ ਚਾਹੁੰਦੇ ਹਾਂ ਕਿ	[336, 1257, 472, 1444]
story2-congregation-photo	[190, 714, 460, 860]
masthead	[45, 37, 905, 107]
article-text: ਪੰਜਾਬ ਵਿਚ ਜਿਹੜਾ ਸਾਰਾ ਪ੍ਰਬੰਧਕ ਸ਼੍ਰੋਮਣੀ ਕਮੇਟੀ ਵੱਲੋਂ ਕੀਤਾ ਜਾਵੇ। ਇਸੇ ਤਰੀਕੇ ਜਦੋਂ ਨਗਰ ਕੀਰਤਨ ਹਰਿਆਣਾ ਵਿਚ ਦਾਖ਼ਲ ਹੋਵੇ ਤਾਂ ਉਥੇ ਦਿੱਲੀ ਬਾਰਡਰ ਤੱਕ ਹਰਿਆਣਾ ਗੁਰਦੁਆਰਾ ਪ੍ਰਬੰਧਕ ਕਮੇਟੀ ਪ੍ਰਬੰਧ ਕਰੇ ਤੇ ਦਿੱਲੀ ਅਸੀਂ ਆਪ ਨਗਰ ਕੀਰਤਨ ਦਾ ਸਵਾਗਤ ਕਰਾਂਗੇ। ਉਹਨਾਂ ਕਿਹਾ ਕਿ ਇਹ ਬਹੁਤ ਹੀ ਦੁੱਖ ਦੀ ਗੱਲ ਹੈ ਕਿ ਐਡਵੋਕੇਟ ਹਰਜਿੰਦਰ ਸਿੰਘ ਧਾਮੀ ਨੇ ਸਭਾ ਨਾਲ ਬਣੇ ਸਹਿਯੋਗ ਦੀ ਸਲਾਹ 'ਤੇ ਵੱਖਰੇ ਪ੍ਰੋਗਰਾਮ ਉਲੀਕੇ ਹਨ ਜਦੋਂ ਕਿ ਦਿੱਲੀ ਸਰਕਾਰ ਨੇ ਖ਼ੁਦ ਮਨਜ਼ੂਰੀ ਦਿੱਤੀ ਸੀ। ਸ਼ਾਮਲ ਹਨ, ਨੂੰ ਸੰਗਤ ਨੇ ਪਹਿਲਾਂ ਹੀ ਨਕਾਰ ਦਿੱਤਾ ਹੈ।	[478, 1257, 614, 1431]
story3-col-1	[515, 792, 695, 1000]
lead-byline	[45, 196, 215, 232]
story4-col-2	[195, 1124, 330, 1522]
news-source: ਪੇਜ 3 ਨਿਊਜ਼ / ਬਿਊਰੋ	[93, 203, 167, 213]
logo-text: PAGE 3	[875, 72, 894, 78]
article-text: ਸੱਚਖੰਡ ਸ੍ਰੀ ਹਰਿਮੰਦਰ ਸਾਹਿਬ ਸਮੁੱਚੀ ਮਨੁੱਖਤਾ ਲਈ ਸਰਬਸਾਂਝਾ ਕੇਂਦਰ ਹੈ, ਜਿਥੇ ਦੇਸ਼ ਵਿਦੇਸ਼ ਤੋਂ ਲੱਖਾਂ ਸੰਗਤਾਂ ਰੋਜ਼ਾਨਾ ਨਤਮਸਤਕ ਹੁੰਦੀਆਂ ਹਨ। ਇਸ ਅਸਥਾਨ 'ਤੇ ਧਮਾਕੇ ਕਰਨ ਦੀਆਂ ਧਮਕੀਆਂ ਸਬੰਧੀ ਲਗਾਤਾਰ ਆ ਰਹੀਆਂ ਈਮੇਲਾਂ ਗਹਿਰੀ ਚਿੰਤਾ ਦਾ ਵਿਸ਼ਾ ਹੈ। ਇਹ ਪ੍ਰਗਟਾਵਾ ਸ਼੍ਰੋਮਣੀ ਕਮੇਟੀ ਦੇ ਪ੍ਰਧਾਨ ਐਡਵੋਕੇਟ ਹਰਜਿੰਦਰ ਸਿੰਘ ਧਾਮੀ ਨੇ ਸ਼੍ਰੋਮਣੀ ਕਮੇਟੀ ਦਫ਼ਤਰ ਵਿਖੇ ਮੀਡੀਆ ਨਾਲ ਗੱਲਬਾਤ ਕਰਦਿਆਂ ਕੀਤਾ। ਐਡਵੋਕੇਟ ਧਾਮੀ ਨੇ ਦੱਸਿਆ ਕਿ ਬੀਤੀ 14 ਜੁਲਾਈ ਤੋਂ ਲਗਾਤਾਰ ਈਮੇਲਾਂ ਆ ਰਹੀਆਂ ਹਨ, ਜਿਸ ਬਾਰੇ ਸ਼੍ਰੋਮਣੀ ਕਮੇਟੀ ਵੱਲੋਂ ਸਰਕਾਰ ਤੇ ਪੁਲਿਸ ਪ੍ਰਸ਼ਾਸਨ ਨੂੰ ਜਾਣੂ ਕਰਵਾਇਆ ਜਾ ਚੁੱਕਾ ਹੈ, ਪਰੰਤੂ ਦੁੱਖ ਦੀ ਗੱਲ ਹੈ ਕਿ ਅਜੇ ਤੀਕ ਇਹ ਈਮੇਲਾਂ ਭੇਜਣ ਵਾਲੇ ਦਾ ਕੋਈ ਪਤਾ ਨਹੀਂ ਲੱਗ ਸਕਿਆ। ਉਨ੍ਹਾਂ ਕਿਹਾ ਕਿ ਇਹ ਵੱਡਾ ਸਵਾਲ ਹੈ ਕਿ ਆ ਰਹੀਆਂ ਈਮੇਲਾਂ ਕੇਵਲ ਕਿਸੇ ਸ਼ੈਤਾਨੀ ਦਿਮਾਗ ਦੀ ਸ਼ਰਾਰਤ ਹੈ ਜਾਂ ਕਿਸੇ ਵੱਡੀ ਸਾਜ਼ਿਸ਼ ਦਾ ਹਿੱਸਾ। ਉਨ੍ਹਾਂ ਕਿਹਾ ਕਿ ਕਿਉਂਕਿ ਸਰਕਾਰਾਂ ਅਤੇ ਏਜੰਸੀਆਂ ਕੋਲ ਹਰ ਤਰ੍ਹਾਂ ਦੇ ਸਾਧਨ ਹਨ, ਇਸ ਲਈ ਇਸ ਨੂੰ ਗੰਭੀਰਤਾ ਨਾਲ ਲੈਣਾ ਚਾਹੀਦਾ ਹੈ। ਐਡਵੋਕੇਟ ਧਾਮੀ ਨੇ ਕਿਹਾ ਕਿ ਸਰਕਾਰ ਦੀ ਜ਼ਿੰਮੇਵਾਰੀ ਹੈ ਕਿ ਉਹ ਤੁਰੰਤ ਇਸ ਦਾ ਪਤਾ ਲਗਾਏ ਕਿ ਇਹ ਈਮੇਲਾਂ ਕਿਸ ਥਾਂ ਤੋਂ ਆ ਰਹੀਆਂ ਹਨ ਅਤੇ ਇਸ ਲਈ ਕਿਸ ਸਰਕਾਰ, ਆਈਪੀ ਐਡਰੈਸ ਤੇ ਦੇਸ਼ ਦੀ ਵਰਤੋਂ ਕੀਤੀ ਜਾ ਰਹੀ ਹੈ।	[45, 245, 215, 533]
story4-byline	[45, 1122, 185, 1157]
